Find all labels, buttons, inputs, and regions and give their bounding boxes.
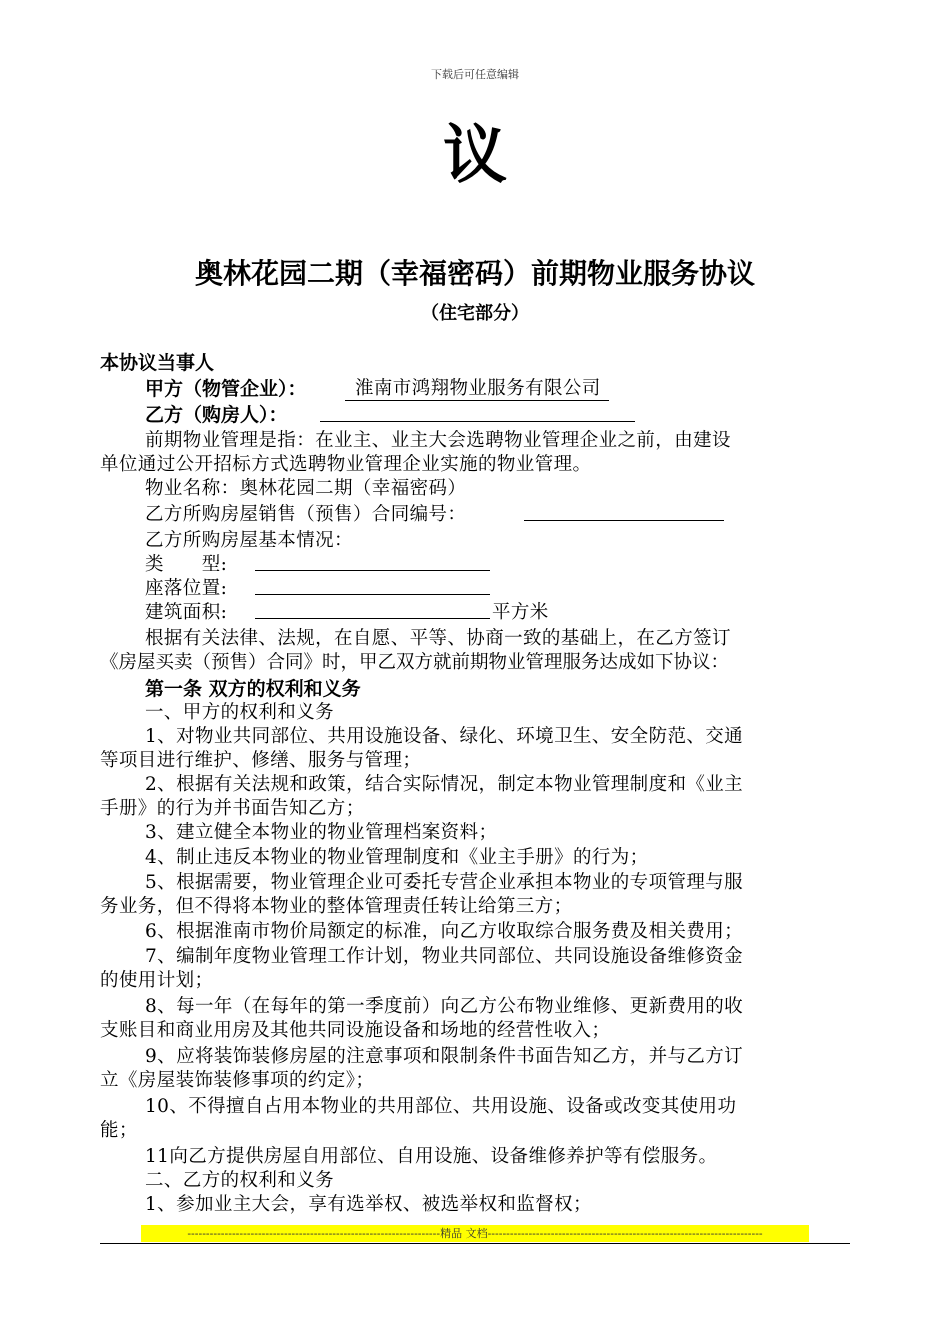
document-subtitle: （住宅部分） — [421, 303, 529, 324]
header-note: 下载后可任意编辑 — [431, 68, 519, 81]
item-10-line-2: 能； — [100, 1120, 138, 1141]
item-1-line-2: 等项目进行维护、修缮、服务与管理； — [100, 750, 422, 771]
basis-line-1: 根据有关法律、法规，在自愿、平等、协商一致的基础上，在乙方签订 — [145, 628, 731, 649]
item-7-line-2: 的使用计划； — [100, 970, 214, 991]
item-1-line-1: 1、对物业共同部位、共用设施设备、绿化、环境卫生、安全防范、交通 — [145, 726, 744, 747]
party-a-name: 淮南市鸿翔物业服务有限公司 — [345, 378, 609, 401]
item-9-line-1: 9、应将装饰装修房屋的注意事项和限制条件书面告知乙方，并与乙方订 — [145, 1046, 744, 1067]
footer-highlight-bar: --------------------------------------------------------------------精品 文档-------------------------------------------------------------------------- — [141, 1225, 809, 1242]
item-b-1: 1、参加业主大会，享有选举权、被选举权和监督权； — [145, 1194, 592, 1215]
item-5-line-2: 务业务，但不得将本物业的整体管理责任转让给第三方； — [100, 896, 573, 917]
section-b-heading: 二、乙方的权利和义务 — [145, 1170, 335, 1191]
area-blank — [255, 618, 490, 619]
item-8-line-2: 支账目和商业用房及其他共同设施设备和场地的经营性收入； — [100, 1020, 611, 1041]
party-a-value — [345, 374, 609, 400]
party-b-label: 乙方（购房人）： — [145, 404, 288, 426]
item-9-line-2: 立《房屋装饰装修事项的约定》； — [100, 1070, 375, 1091]
type-blank — [255, 570, 490, 571]
item-6: 6、根据淮南市物价局额定的标准，向乙方收取综合服务费及相关费用； — [145, 921, 744, 942]
item-8-line-1: 8、每一年（在每年的第一季度前）向乙方公布物业维修、更新费用的收 — [145, 996, 744, 1017]
section-a-heading: 一、甲方的权利和义务 — [145, 702, 335, 723]
definition-line-2: 单位通过公开招标方式选聘物业管理企业实施的物业管理。 — [100, 454, 592, 475]
document-title: 奥林花园二期（幸福密码）前期物业服务协议 — [194, 257, 755, 290]
type-label: 类 型: — [145, 554, 228, 575]
party-b-blank — [320, 421, 635, 422]
location-blank — [255, 594, 490, 595]
area-unit: 平方米 — [492, 602, 549, 623]
party-a-label: 甲方（物管企业）： — [145, 378, 307, 400]
item-4: 4、制止违反本物业的物业管理制度和《业主手册》的行为； — [145, 847, 649, 868]
contract-number-blank — [524, 520, 724, 521]
parties-heading: 本协议当事人 — [100, 352, 215, 374]
definition-line-1: 前期物业管理是指：在业主、业主大会选聘物业管理企业之前，由建设 — [145, 430, 731, 451]
item-3: 3、建立健全本物业的物业管理档案资料； — [145, 822, 498, 843]
contract-number-label: 乙方所购房屋销售（预售）合同编号： — [145, 504, 467, 525]
item-2-line-1: 2、根据有关法规和政策，结合实际情况，制定本物业管理制度和《业主 — [145, 774, 744, 795]
basic-info-label: 乙方所购房屋基本情况： — [145, 530, 353, 551]
basis-line-2: 《房屋买卖（预售）合同》时，甲乙双方就前期物业管理服务达成如下协议： — [100, 652, 730, 673]
item-10-line-1: 10、不得擅自占用本物业的共用部位、共用设施、设备或改变其使用功 — [145, 1096, 737, 1117]
item-11: 11向乙方提供房屋自用部位、自用设施、设备维修养护等有偿服务。 — [145, 1146, 718, 1167]
location-label: 座落位置: — [145, 578, 228, 599]
property-name: 物业名称：奥林花园二期（幸福密码） — [145, 478, 467, 499]
item-2-line-2: 手册》的行为并书面告知乙方； — [100, 798, 365, 819]
article-1-heading: 第一条 双方的权利和义务 — [145, 678, 361, 700]
area-label: 建筑面积: — [145, 602, 228, 623]
item-7-line-1: 7、编制年度物业管理工作计划，物业共同部位、共同设施设备维修资金 — [145, 946, 744, 967]
footer-rule — [100, 1243, 850, 1244]
big-heading-char: 议 — [443, 118, 507, 193]
item-5-line-1: 5、根据需要，物业管理企业可委托专营企业承担本物业的专项管理与服 — [145, 872, 744, 893]
